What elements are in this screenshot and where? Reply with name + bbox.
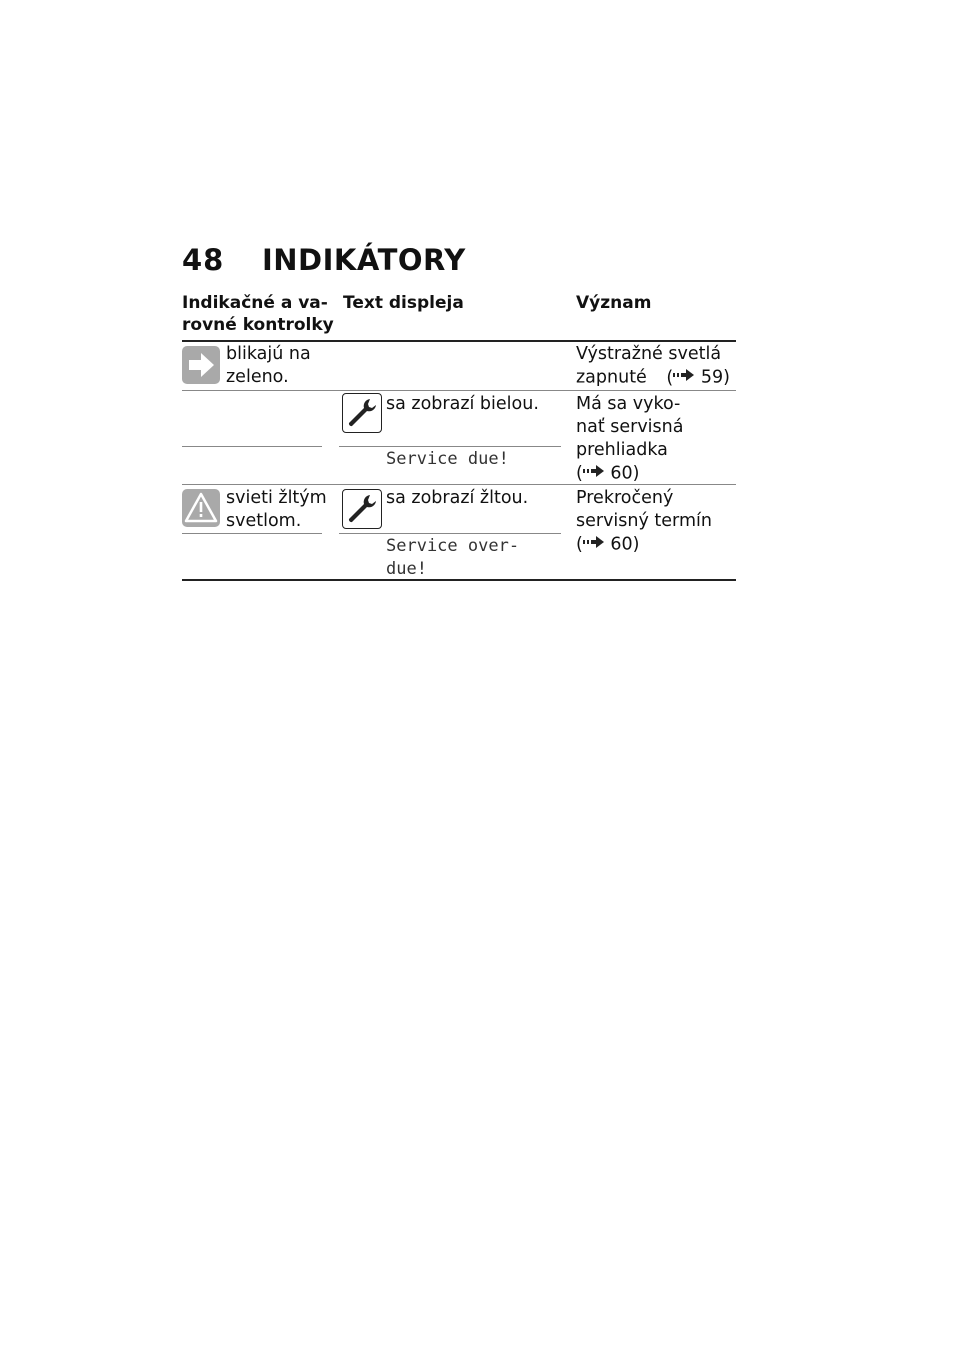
row-divider	[182, 446, 322, 447]
reference-arrow-icon	[583, 533, 605, 556]
row-divider	[339, 446, 561, 447]
text-line	[576, 462, 683, 486]
text-line: servisný termín	[576, 511, 712, 531]
row1-indicator-text	[226, 343, 311, 389]
text-line: svetlom.	[226, 511, 302, 531]
row3-display-text: sa zobrazí žltou.	[386, 488, 529, 508]
row2-display-text: sa zobrazí bielou.	[386, 394, 539, 414]
wrench-icon	[342, 393, 382, 433]
row-divider	[182, 484, 736, 485]
text-line	[576, 366, 730, 390]
row2-meaning	[576, 393, 683, 486]
text-line: Výstražné svetlá	[576, 344, 722, 364]
row2-display-message: Service due!	[386, 449, 509, 469]
row3-meaning	[576, 487, 712, 557]
row3-display-message	[386, 535, 519, 581]
text-line: blikajú na	[226, 344, 311, 364]
ref-page: 60)	[610, 534, 640, 555]
reference-arrow-icon	[583, 462, 605, 485]
column-header-line: Indikačné a va-	[182, 293, 328, 313]
column-header-line: rovné kontrolky	[182, 315, 334, 335]
page-title: INDIKÁTORY	[262, 243, 466, 277]
text-line: prehliadka	[576, 440, 668, 460]
text-line: zeleno.	[226, 367, 289, 387]
text-line: Prekročený	[576, 488, 674, 508]
hazard-arrow-icon	[182, 346, 220, 384]
text-line: svieti žltým	[226, 488, 327, 508]
page-number: 48	[182, 243, 225, 277]
header-divider	[182, 340, 736, 342]
row3-indicator-text	[226, 487, 327, 533]
text-line	[576, 533, 712, 557]
ref-paren: (	[576, 463, 583, 484]
ref-page: 59)	[700, 367, 730, 388]
text-line: due!	[386, 559, 427, 579]
warning-triangle-icon	[182, 489, 220, 527]
row1-meaning	[576, 343, 730, 390]
ref-page: 60)	[610, 463, 640, 484]
text-line: Má sa vyko-	[576, 394, 681, 414]
text-line: Service over-	[386, 536, 520, 556]
ref-paren: (	[576, 534, 583, 555]
row-divider	[182, 390, 736, 391]
wrench-icon	[342, 489, 382, 529]
row-divider	[182, 533, 322, 534]
row-divider	[339, 533, 561, 534]
ref-paren: (	[666, 367, 674, 388]
text-fragment: zapnuté	[576, 367, 647, 388]
text-line: nať servisná	[576, 417, 684, 437]
column-header-meaning: Význam	[576, 293, 652, 313]
column-header-display-text: Text displeja	[343, 293, 464, 313]
column-header-indicators	[182, 292, 334, 336]
table-bottom-rule	[182, 579, 736, 581]
reference-arrow-icon	[673, 366, 695, 389]
